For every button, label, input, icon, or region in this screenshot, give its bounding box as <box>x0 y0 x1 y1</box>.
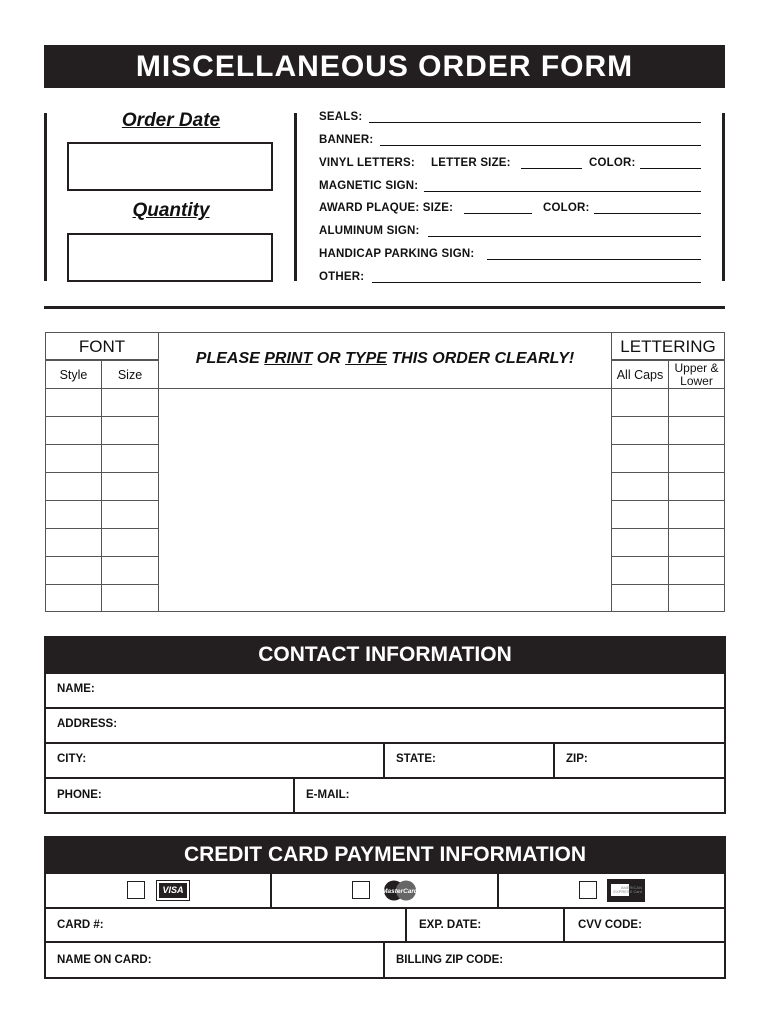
form-title: MISCELLANEOUS ORDER FORM <box>135 50 634 83</box>
city-label: CITY: <box>57 753 87 765</box>
style-cell[interactable] <box>45 388 102 417</box>
city-field[interactable] <box>44 744 385 777</box>
name-field[interactable] <box>44 674 726 709</box>
cvv-label: CVV CODE: <box>578 919 642 931</box>
upper-lower-cell[interactable] <box>668 388 725 417</box>
size-header: Size <box>117 368 143 382</box>
form-title-bar <box>44 45 725 88</box>
award-plaque-label: AWARD PLAQUE: SIZE: <box>319 202 454 214</box>
all-caps-cell[interactable] <box>611 472 669 501</box>
letter-size-line[interactable] <box>521 168 582 169</box>
banner-label: BANNER: <box>319 134 374 146</box>
payment-header: CREDIT CARD PAYMENT INFORMATION <box>183 843 587 866</box>
size-cell[interactable] <box>101 584 159 612</box>
lettering-header: LETTERING <box>620 337 716 356</box>
lettering-header-cell <box>611 332 725 360</box>
all-caps-cell[interactable] <box>611 528 669 557</box>
instr-print: PRINT <box>264 350 313 367</box>
order-date-field[interactable] <box>67 142 273 191</box>
middle-rule <box>294 113 297 281</box>
all-caps-cell[interactable] <box>611 416 669 445</box>
all-caps-cell[interactable] <box>611 584 669 612</box>
size-cell[interactable] <box>101 444 159 473</box>
magnetic-sign-label: MAGNETIC SIGN: <box>319 180 419 192</box>
all-caps-header: All Caps <box>616 368 664 382</box>
mastercard-logo-icon <box>380 879 420 902</box>
upper-lower-header-cell <box>668 360 725 389</box>
mastercard-checkbox[interactable] <box>352 881 370 899</box>
award-color-label: COLOR: <box>543 202 590 214</box>
aluminum-sign-line[interactable] <box>428 236 701 237</box>
payment-header-bar <box>44 836 726 874</box>
size-cell[interactable] <box>101 528 159 557</box>
vinyl-letters-label: VINYL LETTERS: <box>319 157 415 169</box>
style-cell[interactable] <box>45 584 102 612</box>
billing-zip-label: BILLING ZIP CODE: <box>396 954 504 966</box>
zip-label: ZIP: <box>566 753 588 765</box>
section-divider <box>44 306 725 309</box>
seals-label: SEALS: <box>319 111 363 123</box>
mastercard-logo-text: MasterCard <box>382 888 418 895</box>
size-cell[interactable] <box>101 472 159 501</box>
instr-5: THIS ORDER CLEARLY! <box>386 350 575 367</box>
size-cell[interactable] <box>101 416 159 445</box>
name-on-card-label: NAME ON CARD: <box>57 954 152 966</box>
size-header-cell <box>101 360 159 389</box>
award-color-line[interactable] <box>594 213 701 214</box>
instr-1: PLEASE <box>195 350 265 367</box>
email-label: E-MAIL: <box>306 789 350 801</box>
style-cell[interactable] <box>45 528 102 557</box>
email-field[interactable] <box>295 779 726 814</box>
handicap-sign-label: HANDICAP PARKING SIGN: <box>319 248 475 260</box>
vinyl-color-label: COLOR: <box>589 157 636 169</box>
amex-logo-text: AMERICAN EXPRESS Card <box>613 885 642 894</box>
visa-logo-icon <box>156 880 190 901</box>
seals-line[interactable] <box>369 122 701 123</box>
style-cell[interactable] <box>45 416 102 445</box>
name-label: NAME: <box>57 683 95 695</box>
banner-line[interactable] <box>380 145 701 146</box>
style-header-cell <box>45 360 102 389</box>
all-caps-cell[interactable] <box>611 556 669 585</box>
card-divider-2 <box>497 874 499 908</box>
instr-3: OR <box>312 350 346 367</box>
card-number-label: CARD #: <box>57 919 104 931</box>
amex-logo-icon <box>607 879 645 902</box>
upper-lower-header-2: Lower <box>680 374 713 388</box>
upper-lower-header-1: Upper & <box>674 361 719 375</box>
style-cell[interactable] <box>45 444 102 473</box>
size-cell[interactable] <box>101 556 159 585</box>
aluminum-sign-label: ALUMINUM SIGN: <box>319 225 420 237</box>
amex-checkbox[interactable] <box>579 881 597 899</box>
all-caps-cell[interactable] <box>611 500 669 529</box>
address-label: ADDRESS: <box>57 718 118 730</box>
all-caps-cell[interactable] <box>611 444 669 473</box>
quantity-field[interactable] <box>67 233 273 282</box>
upper-lower-cell[interactable] <box>668 416 725 445</box>
order-date-label: Order Date <box>121 110 221 131</box>
style-cell[interactable] <box>45 556 102 585</box>
size-cell[interactable] <box>101 500 159 529</box>
address-field[interactable] <box>44 709 726 744</box>
letter-size-label: LETTER SIZE: <box>431 157 511 169</box>
style-cell[interactable] <box>45 472 102 501</box>
state-label: STATE: <box>396 753 436 765</box>
upper-lower-cell[interactable] <box>668 500 725 529</box>
right-rule <box>722 113 725 281</box>
contact-header-bar <box>44 636 726 674</box>
left-rule <box>44 113 47 281</box>
visa-logo-text: VISA <box>162 885 184 895</box>
size-cell[interactable] <box>101 388 159 417</box>
all-caps-cell[interactable] <box>611 388 669 417</box>
magnetic-sign-line[interactable] <box>424 191 701 192</box>
style-cell[interactable] <box>45 500 102 529</box>
card-divider-1 <box>270 874 272 908</box>
contact-header: CONTACT INFORMATION <box>258 643 512 666</box>
instr-type: TYPE <box>345 350 387 367</box>
upper-lower-cell[interactable] <box>668 472 725 501</box>
font-header-cell <box>45 332 159 360</box>
upper-lower-cell[interactable] <box>668 584 725 612</box>
all-caps-header-cell <box>611 360 669 389</box>
handicap-sign-line[interactable] <box>487 259 701 260</box>
vinyl-color-line[interactable] <box>640 168 701 169</box>
other-line[interactable] <box>372 282 701 283</box>
other-label: OTHER: <box>319 271 365 283</box>
style-header: Style <box>59 368 88 382</box>
font-header: FONT <box>78 337 126 356</box>
award-size-line[interactable] <box>464 213 532 214</box>
upper-lower-cell[interactable] <box>668 444 725 473</box>
phone-label: PHONE: <box>57 789 102 801</box>
exp-date-label: EXP. DATE: <box>419 919 482 931</box>
quantity-label: Quantity <box>132 200 210 221</box>
print-instructions <box>160 350 610 368</box>
visa-checkbox[interactable] <box>127 881 145 899</box>
upper-lower-cell[interactable] <box>668 556 725 585</box>
order-description-area[interactable] <box>158 388 612 612</box>
upper-lower-cell[interactable] <box>668 528 725 557</box>
